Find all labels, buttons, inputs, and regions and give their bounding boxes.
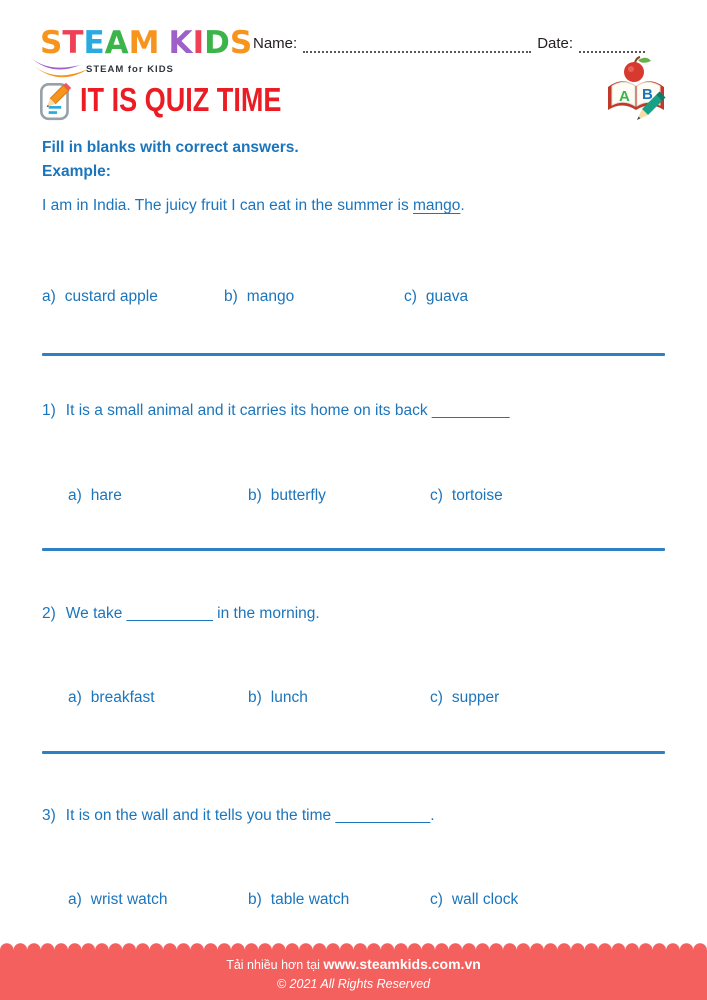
option-text: butterfly bbox=[270, 487, 326, 504]
question-number: 2) bbox=[42, 605, 56, 622]
option-text: breakfast bbox=[90, 689, 155, 706]
option-text: tortoise bbox=[451, 487, 503, 504]
answer-line-divider bbox=[42, 751, 665, 754]
example-text-after: . bbox=[460, 197, 465, 214]
footer-band bbox=[0, 950, 707, 1000]
answer-line-divider bbox=[42, 548, 665, 551]
option-label: b) bbox=[248, 891, 262, 908]
q3-option-a bbox=[68, 891, 167, 909]
option-label: b) bbox=[248, 487, 262, 504]
question-text: It is on the wall and it tells you the time ___________. bbox=[65, 807, 435, 824]
option-text: lunch bbox=[270, 689, 308, 706]
question-text: It is a small animal and it carries its home on its back _________ bbox=[65, 402, 510, 419]
question-text: We take __________ in the morning. bbox=[65, 605, 320, 622]
q2-option-c bbox=[430, 689, 499, 707]
option-label: c) bbox=[430, 689, 443, 706]
footer-copyright: © 2021 All Rights Reserved bbox=[276, 977, 431, 991]
logo-tagline: STEAM for KIDS bbox=[86, 64, 174, 75]
q3-option-c bbox=[430, 891, 518, 909]
option-label: a) bbox=[68, 891, 82, 908]
answer-line-divider bbox=[42, 353, 665, 356]
q1-option-a bbox=[68, 487, 122, 505]
question-1 bbox=[42, 402, 510, 420]
option-text: hare bbox=[90, 487, 122, 504]
svg-text:A: A bbox=[619, 88, 630, 105]
date-blank-line bbox=[579, 36, 645, 53]
instructions-line1: Fill in blanks with correct answers. bbox=[42, 139, 299, 156]
question-2 bbox=[42, 605, 320, 623]
option-text: wall clock bbox=[451, 891, 519, 908]
question-3 bbox=[42, 807, 435, 825]
option-text: custard apple bbox=[64, 288, 158, 305]
option-label: b) bbox=[224, 288, 238, 305]
book-abc-icon bbox=[604, 55, 668, 123]
example-sentence bbox=[42, 197, 465, 215]
svg-text:B: B bbox=[642, 86, 653, 103]
footer-download-text: Tải nhiều hơn tại bbox=[226, 958, 324, 972]
q1-option-c bbox=[430, 487, 503, 505]
footer bbox=[0, 941, 707, 1000]
q1-option-b bbox=[248, 487, 326, 505]
example-option-a bbox=[42, 288, 158, 306]
option-label: b) bbox=[248, 689, 262, 706]
scroll-pencil-icon bbox=[34, 78, 78, 122]
steamkids-logo: STEAM KIDS bbox=[40, 25, 253, 61]
option-text: wrist watch bbox=[90, 891, 168, 908]
example-answer: mango bbox=[413, 197, 461, 214]
q2-option-a bbox=[68, 689, 155, 707]
footer-scallop-edge bbox=[0, 941, 707, 950]
q3-option-b bbox=[248, 891, 349, 909]
option-label: c) bbox=[404, 288, 417, 305]
option-text: mango bbox=[246, 288, 295, 305]
footer-download-line bbox=[0, 956, 707, 974]
example-option-c bbox=[404, 288, 468, 306]
page-title: IT IS QUIZ TIME bbox=[80, 81, 282, 118]
option-text: table watch bbox=[270, 891, 350, 908]
question-number: 1) bbox=[42, 402, 56, 419]
option-label: a) bbox=[68, 689, 82, 706]
name-label: Name: bbox=[253, 35, 298, 52]
name-blank-line bbox=[303, 36, 531, 53]
date-label: Date: bbox=[537, 35, 574, 52]
footer-website-link[interactable]: www.steamkids.com.vn bbox=[323, 956, 481, 972]
question-number: 3) bbox=[42, 807, 56, 824]
option-label: c) bbox=[430, 891, 443, 908]
q2-option-b bbox=[248, 689, 308, 707]
example-text-before: I am in India. The juicy fruit I can eat in the summer is bbox=[42, 197, 414, 214]
title-row bbox=[34, 78, 326, 122]
option-label: a) bbox=[42, 288, 56, 305]
instructions bbox=[42, 136, 299, 184]
name-date-row bbox=[253, 34, 669, 54]
example-option-b bbox=[224, 288, 294, 306]
instructions-line2: Example: bbox=[42, 163, 111, 180]
option-text: guava bbox=[425, 288, 469, 305]
option-label: a) bbox=[68, 487, 82, 504]
option-text: supper bbox=[451, 689, 500, 706]
option-label: c) bbox=[430, 487, 443, 504]
